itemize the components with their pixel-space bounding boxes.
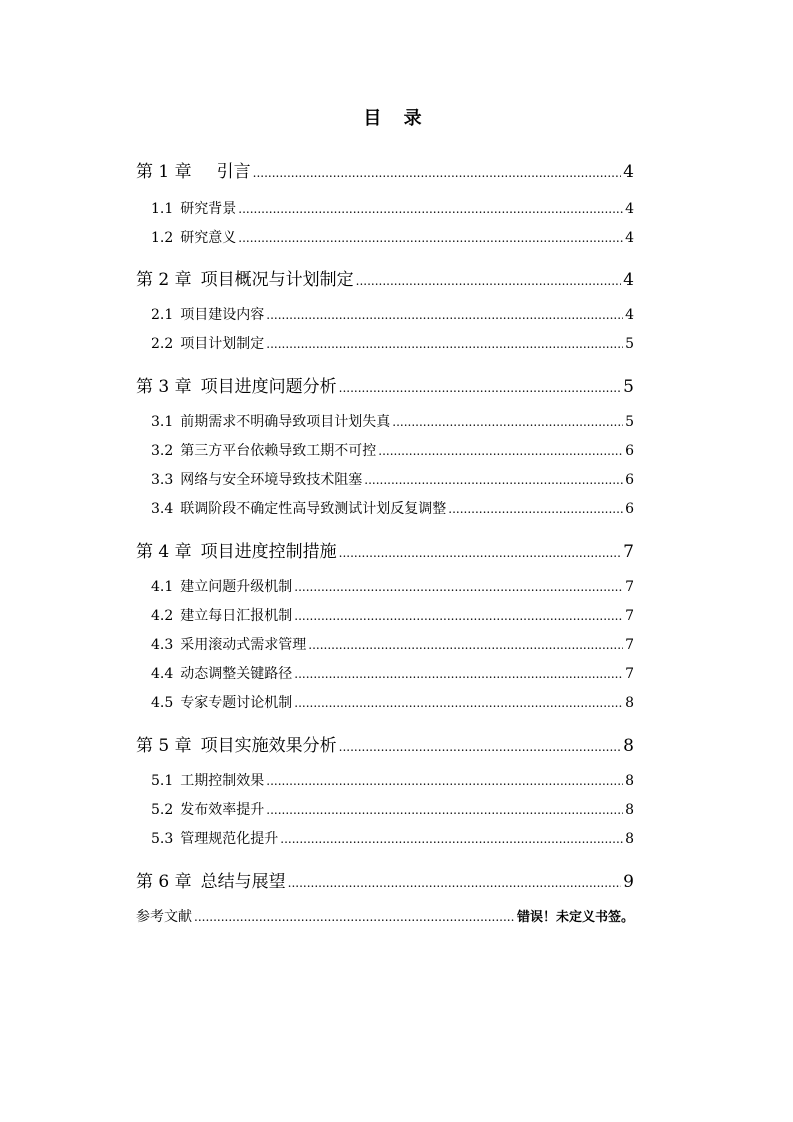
toc-entry-label: 前期需求不明确导致项目计划失真 <box>180 414 391 430</box>
dot-leader <box>294 667 623 681</box>
toc-entry-page-error: 错误！未定义书签。 <box>516 910 634 925</box>
toc-entry-number: 3.2 <box>151 443 174 459</box>
toc-entry-page: 8 <box>625 773 634 789</box>
toc-entry-label: 采用滚动式需求管理 <box>180 637 307 653</box>
dot-leader <box>294 696 623 710</box>
toc-entry-page: 4 <box>625 230 634 246</box>
toc-entry-section[interactable] <box>151 469 634 489</box>
toc-entry-label: 动态调整关键路径 <box>180 666 293 682</box>
dot-leader <box>238 202 623 216</box>
dot-leader <box>339 740 622 754</box>
toc-entry-label: 项目概况与计划制定 <box>200 270 354 290</box>
toc-entry-label: 项目实施效果分析 <box>200 736 337 756</box>
toc-entry-number: 4.5 <box>151 695 174 711</box>
toc-entry-label: 研究意义 <box>180 230 237 246</box>
toc-entry-number: 第 5 章 <box>136 736 192 756</box>
toc-entry-label: 联调阶段不确定性高导致测试计划反复调整 <box>180 501 447 517</box>
dot-leader <box>253 166 622 180</box>
dot-leader <box>364 473 623 487</box>
toc-entry-number: 第 3 章 <box>136 377 192 397</box>
dot-leader <box>280 832 623 846</box>
toc-entry-page: 4 <box>625 307 634 323</box>
toc-entry-section[interactable] <box>151 440 634 460</box>
toc-entry-number: 1.2 <box>151 230 174 246</box>
toc-entry-number: 3.3 <box>151 472 174 488</box>
dot-leader <box>238 231 623 245</box>
toc-entry-number: 1.1 <box>151 201 174 217</box>
toc-entry-number: 4.3 <box>151 637 174 653</box>
dot-leader <box>339 381 622 395</box>
toc-entry-section[interactable] <box>151 576 634 596</box>
toc-entry-label: 发布效率提升 <box>180 802 265 818</box>
toc-entry-page: 6 <box>625 472 634 488</box>
toc-entry-label: 工期控制效果 <box>180 773 265 789</box>
toc-entry-chapter[interactable] <box>136 157 634 182</box>
toc-entry-page: 5 <box>625 336 634 352</box>
toc-entry-page: 8 <box>625 802 634 818</box>
toc-entry-label: 项目建设内容 <box>180 307 265 323</box>
toc-entry-number: 5.1 <box>151 773 174 789</box>
toc-entry-page: 7 <box>623 542 634 562</box>
toc-entry-number: 5.2 <box>151 802 174 818</box>
toc-entry-chapter[interactable] <box>136 731 634 756</box>
toc-entry-label: 建立问题升级机制 <box>180 579 293 595</box>
toc-entry-page: 4 <box>623 162 634 182</box>
dot-leader <box>392 415 623 429</box>
toc-entry-label: 研究背景 <box>180 201 237 217</box>
toc-entry-section[interactable] <box>151 498 634 518</box>
dot-leader <box>294 609 623 623</box>
dot-leader <box>288 876 622 890</box>
toc-entry-label: 项目进度控制措施 <box>200 542 337 562</box>
dot-leader <box>339 546 622 560</box>
toc-entry-label: 参考文献 <box>136 909 192 925</box>
toc-entry-section[interactable] <box>151 227 634 247</box>
toc-entry-number: 第 6 章 <box>136 872 192 892</box>
toc-entry-number: 3.4 <box>151 501 174 517</box>
toc-entry-chapter[interactable] <box>136 265 634 290</box>
toc-entry-label: 建立每日汇报机制 <box>180 608 293 624</box>
dot-leader <box>308 638 623 652</box>
toc-entry-number: 2.1 <box>151 307 174 323</box>
toc-entry-section[interactable] <box>151 333 634 353</box>
dot-leader <box>448 502 623 516</box>
toc-entry-section[interactable] <box>151 663 634 683</box>
toc-entry-number: 第 1 章 <box>136 162 192 182</box>
toc-entry-section[interactable] <box>151 770 634 790</box>
toc-entry-label: 项目进度问题分析 <box>200 377 337 397</box>
toc-entry-number: 第 2 章 <box>136 270 192 290</box>
toc-entry-section[interactable] <box>151 634 634 654</box>
dot-leader <box>194 910 515 924</box>
toc-entry-label: 总结与展望 <box>200 872 286 892</box>
toc-entry-number: 5.3 <box>151 831 174 847</box>
toc-entry-number: 第 4 章 <box>136 542 192 562</box>
toc-entry-page: 7 <box>625 579 634 595</box>
toc-entry-chapter[interactable] <box>136 537 634 562</box>
toc-entry-section[interactable] <box>151 799 634 819</box>
toc-entry-page: 9 <box>623 872 634 892</box>
toc-entry-label: 管理规范化提升 <box>180 831 279 847</box>
toc-entry-page: 7 <box>625 666 634 682</box>
dot-leader <box>266 308 623 322</box>
toc-entry-section[interactable] <box>151 198 634 218</box>
dot-leader <box>266 774 623 788</box>
toc-entry-page: 7 <box>625 637 634 653</box>
toc-entry-page: 6 <box>625 501 634 517</box>
toc-entry-page: 6 <box>625 443 634 459</box>
toc-entry-page: 7 <box>625 608 634 624</box>
toc-entry-page: 5 <box>623 377 634 397</box>
toc-entry-section[interactable] <box>151 411 634 431</box>
toc-entry-number: 3.1 <box>151 414 174 430</box>
toc-entry-label: 项目计划制定 <box>180 336 265 352</box>
toc-entry-section[interactable] <box>151 605 634 625</box>
toc-entry-number: 4.4 <box>151 666 174 682</box>
toc-entry-chapter[interactable] <box>136 867 634 892</box>
dot-leader <box>356 274 622 288</box>
dot-leader <box>266 803 623 817</box>
toc-entry-number: 4.2 <box>151 608 174 624</box>
toc-title: 目 录 <box>363 108 430 129</box>
dot-leader <box>266 337 623 351</box>
toc-entry-page: 8 <box>625 831 634 847</box>
toc-entry-number: 4.1 <box>151 579 174 595</box>
toc-entry-page: 8 <box>623 736 634 756</box>
toc-entry-label: 专家专题讨论机制 <box>180 695 293 711</box>
toc-entry-section[interactable] <box>151 828 634 848</box>
dot-leader <box>378 444 623 458</box>
toc-entry-number: 2.2 <box>151 336 174 352</box>
toc-entry-page: 8 <box>625 695 634 711</box>
toc-entry-label: 网络与安全环境导致技术阻塞 <box>180 472 363 488</box>
toc-entry-section[interactable] <box>151 692 634 712</box>
toc-entry-references[interactable] <box>136 906 634 926</box>
toc-entry-label: 引言 <box>216 162 251 182</box>
toc-entry-section[interactable] <box>151 304 634 324</box>
toc-entry-label: 第三方平台依赖导致工期不可控 <box>180 443 377 459</box>
dot-leader <box>294 580 623 594</box>
toc-entry-page: 5 <box>625 414 634 430</box>
toc-entry-page: 4 <box>625 201 634 217</box>
toc-entry-chapter[interactable] <box>136 372 634 397</box>
toc-entry-page: 4 <box>623 270 634 290</box>
